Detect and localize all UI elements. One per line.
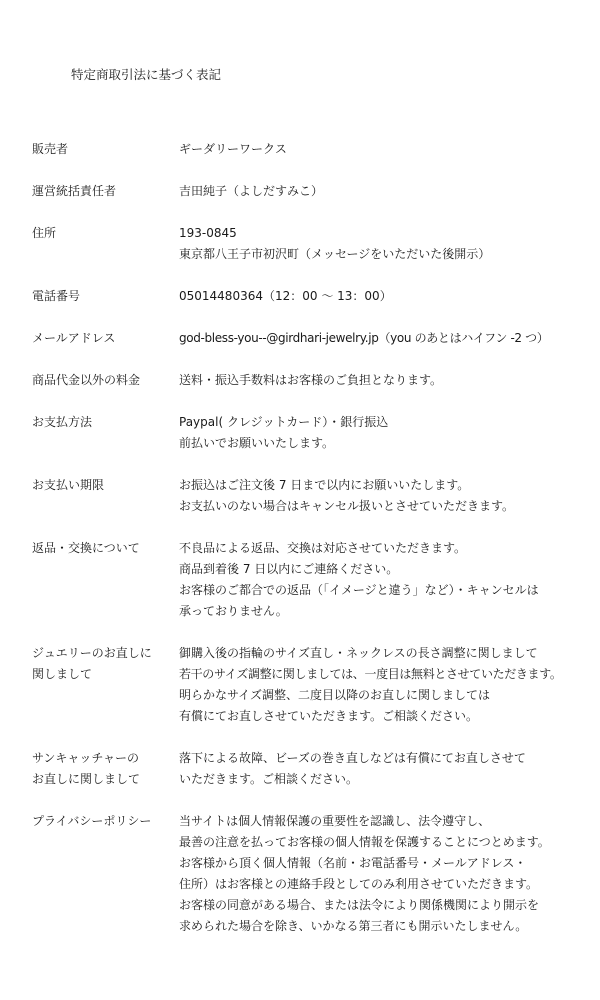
row-value-line: 吉田純子（よしだすみこ） <box>179 184 324 198</box>
row-label-line: 住所 <box>32 226 57 240</box>
row-value-line: 若干のサイズ調整に関しましては、一度目は無料とさせていただきます。 <box>179 667 562 681</box>
row-label-line: ジュエリーのお直しに <box>32 646 152 660</box>
row-value-line: お客様から頂く個人情報（名前・お電話番号・メールアドレス・ <box>179 856 527 870</box>
row-value-line: god-bless-you--@girdhari-jewelry.jp（you のあとはハイフン -2 つ） <box>179 331 549 345</box>
row-value-line: 住所）はお客様との連絡手段としてのみ利用させていただきます。 <box>179 877 539 891</box>
row-value-line: 05014480364（12：00 ～ 13：00） <box>179 289 392 303</box>
row-value <box>179 139 594 160</box>
row-value-line: 有償にてお直しさせていただきます。ご相談ください。 <box>179 709 479 723</box>
row-value <box>179 538 594 622</box>
row-label <box>32 748 172 790</box>
row-label-line: サンキャッチャーの <box>32 751 140 765</box>
row-value-line: 御購入後の指輪のサイズ直し・ネックレスの長さ調整に関しまして <box>179 646 538 660</box>
row-value <box>179 643 594 727</box>
row-value <box>179 286 594 307</box>
row-value-line: お客様の同意がある場合、または法令により関係機関により開示を <box>179 898 540 912</box>
row-value-line: 当サイトは個人情報保護の重要性を認識し、法令遵守し、 <box>179 814 491 828</box>
row-label <box>32 811 172 832</box>
row-value <box>179 181 594 202</box>
row-label-line: お支払方法 <box>32 415 93 429</box>
row-value-line: 193-0845 <box>179 226 237 240</box>
row-value-line: 求められた場合を除き、いかなる第三者にも開示いたしません。 <box>179 919 528 933</box>
row-value-line: いただきます。ご相談ください。 <box>179 772 359 786</box>
row-value-line: お支払いのない場合はキャンセル扱いとさせていただきます。 <box>179 499 515 513</box>
row-label-line: お支払い期限 <box>32 478 105 492</box>
row-label <box>32 538 172 559</box>
row-label-line: プライバシーポリシー <box>32 814 152 828</box>
row-value-line: 落下による故障、ビーズの巻き直しなどは有償にてお直しさせて <box>179 751 526 765</box>
row-value-line: 商品到着後 7 日以内にご連絡ください。 <box>179 562 399 576</box>
row-label-line: 商品代金以外の料金 <box>32 373 141 387</box>
row-label-line: 関しまして <box>32 667 93 681</box>
row-value-line: 前払いでお願いいたします。 <box>179 436 335 450</box>
row-label-line: 電話番号 <box>32 289 81 303</box>
page-title: 特定商取引法に基づく表記 <box>71 67 222 82</box>
row-label <box>32 181 172 202</box>
row-value-line: 明らかなサイズ調整、二度目以降のお直しに関しましては <box>179 688 491 702</box>
row-value-line: 最善の注意を払ってお客様の個人情報を保護することにつとめます。 <box>179 835 550 849</box>
row-label <box>32 412 172 433</box>
row-label <box>32 286 172 307</box>
row-value <box>179 475 594 517</box>
row-value-line: 送料・振込手数料はお客様のご負担となります。 <box>179 373 443 387</box>
row-label <box>32 370 172 391</box>
row-value <box>179 811 594 937</box>
row-value <box>179 223 594 265</box>
row-label-line: お直しに関しまして <box>32 772 141 786</box>
row-label-line: 運営統括責任者 <box>32 184 117 198</box>
row-value <box>179 328 594 349</box>
row-value-line: 承っておりません。 <box>179 604 288 618</box>
row-value-line: 不良品による返品、交換は対応させていただきます。 <box>179 541 467 555</box>
row-value-line: 東京都八王子市初沢町（メッセージをいただいた後開示） <box>179 247 491 261</box>
row-label <box>32 475 172 496</box>
row-label-line: 販売者 <box>32 142 69 156</box>
row-value-line: お振込はご注文後 7 日まで以内にお願いいたします。 <box>179 478 470 492</box>
row-value-line: お客様のご都合での返品（「イメージと違う」など）・キャンセルは <box>179 583 539 597</box>
row-value <box>179 370 594 391</box>
row-value <box>179 748 594 790</box>
row-value-line: ギーダリーワークス <box>179 142 287 156</box>
row-label <box>32 643 172 685</box>
row-label <box>32 223 172 244</box>
row-label-line: メールアドレス <box>32 331 116 345</box>
row-value-line: Paypal( クレジットカード）・銀行振込 <box>179 415 389 429</box>
row-label <box>32 139 172 160</box>
row-label-line: 返品・交換について <box>32 541 140 555</box>
row-value <box>179 412 594 454</box>
row-label <box>32 328 172 349</box>
